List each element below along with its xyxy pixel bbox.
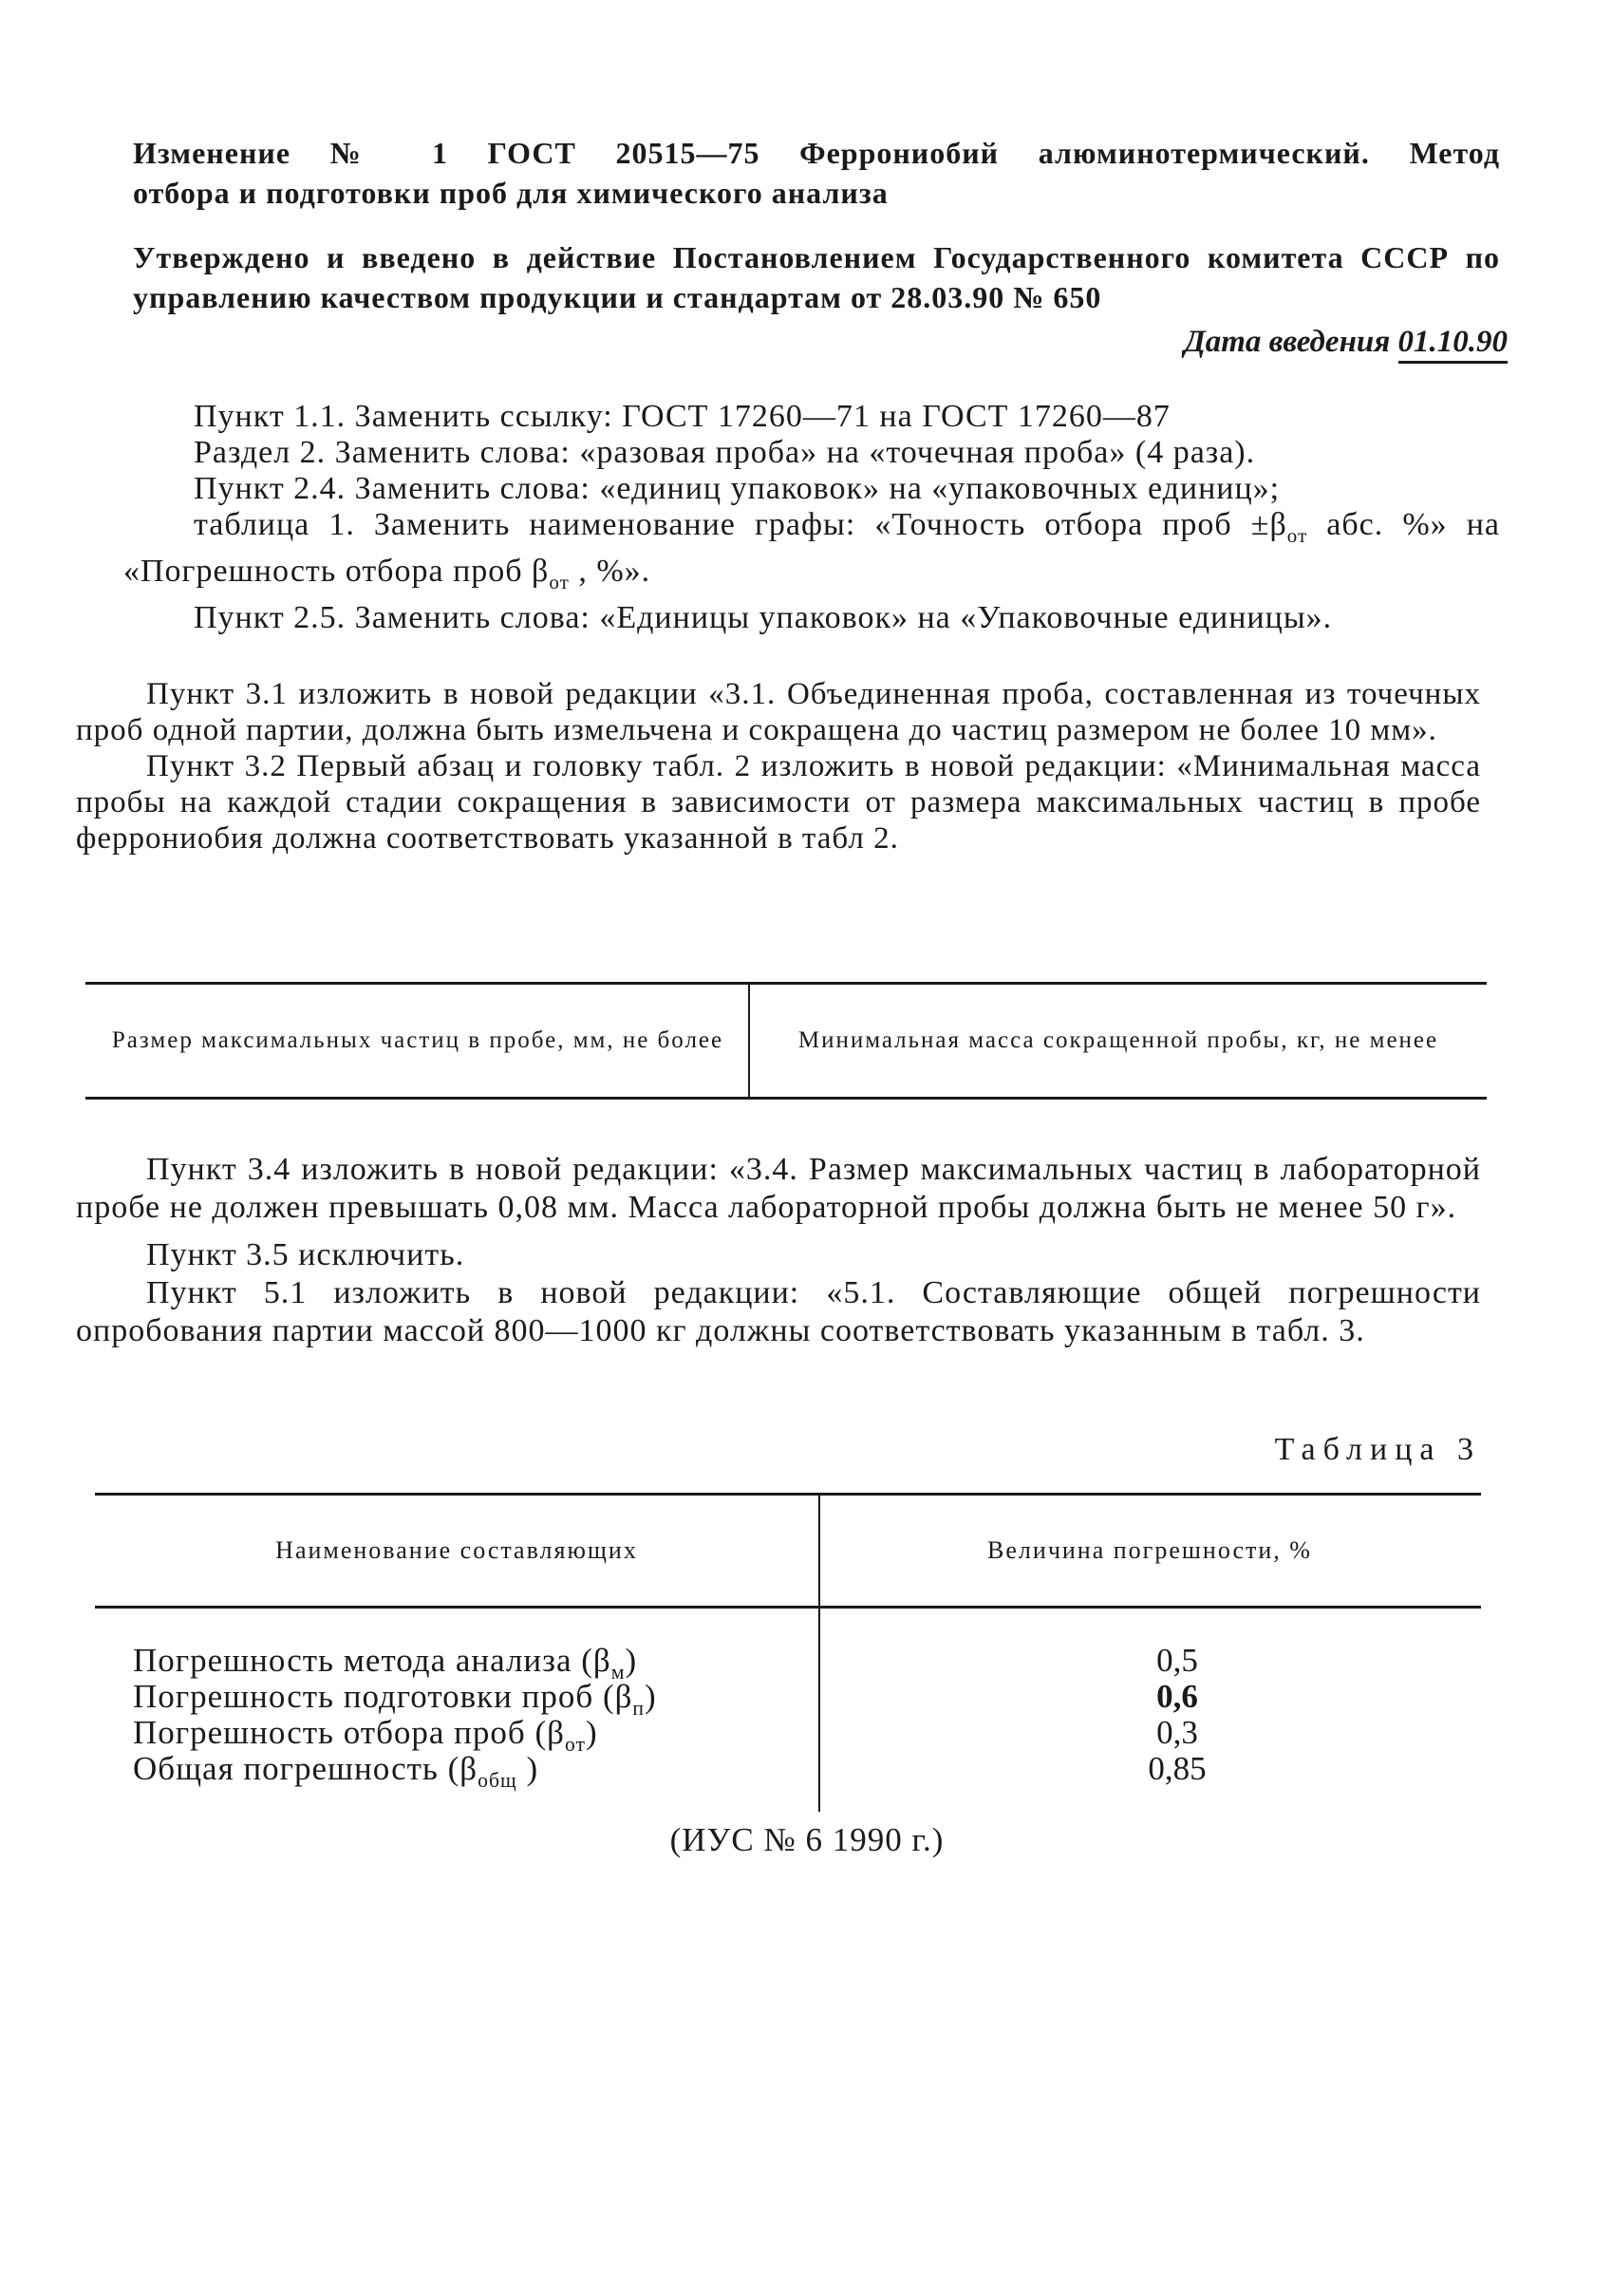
amendment-1-1: Пункт 1.1. Заменить ссылку: ГОСТ 17260—71 на ГОСТ 17260—87 — [194, 399, 1171, 434]
amendment-section-2: Раздел 2. Заменить слова: «разовая проба» на «точечная проба» (4 раза). — [194, 435, 1256, 470]
table2-col2-header: Минимальная масса сокращенной пробы, кг, не менее — [797, 1027, 1439, 1053]
row-name-sub: м — [610, 1661, 626, 1684]
row-name-sub: от — [564, 1733, 586, 1756]
table-row — [133, 1714, 1481, 1756]
table-row — [133, 1750, 1481, 1792]
row-name-text: Погрешность метода анализа (β — [133, 1642, 611, 1679]
table3-col2-header: Величина погрешности, % — [987, 1536, 1312, 1564]
header-line-1: Изменение № 1 ГОСТ 20515—75 Феррониобий алюминотермический. Метод — [133, 136, 1500, 170]
amendment-3-5: Пункт 3.5 исключить. — [146, 1237, 465, 1272]
document-header — [133, 133, 1500, 213]
table1-text-b: абс. %» на «Погрешность отбора проб β — [123, 507, 1501, 589]
row-value: 0,5 — [1156, 1642, 1198, 1679]
table1-sub-a: от — [1286, 523, 1308, 547]
table-2-header — [85, 982, 1487, 1100]
amendment-3-4: Пункт 3.4 изложить в новой редакции: «3.4. Размер максимальных частиц в лабораторной пробе не должен превышать 0,08 мм. Масса лабораторной пробы должна быть не менее 50 г». — [76, 1152, 1481, 1225]
source-reference: (ИУС № 6 1990 г.) — [669, 1821, 945, 1858]
amendments-section-1 — [123, 399, 1500, 636]
amendment-2-5: Пункт 2.5. Заменить слова: «Единицы упаковок» на «Упаковочные единицы». — [194, 599, 1333, 635]
amendment-2-4: Пункт 2.4. Заменить слова: «единиц упаковок» на «упаковочных единиц»; — [194, 471, 1281, 506]
table1-sub-b: от — [549, 570, 570, 593]
amendments-section-4 — [76, 1151, 1481, 1350]
row-name-close: ) — [645, 1678, 657, 1715]
row-name-sub: общ — [478, 1769, 517, 1792]
amendment-5-1: Пункт 5.1 изложить в новой редакции: «5.1. Составляющие общей погрешности опробования партии массой 800—1000 кг должны соответствовать указанным в табл. 3. — [76, 1275, 1481, 1348]
table-3-body — [133, 1642, 1481, 1792]
table1-text-c: , %». — [569, 553, 651, 589]
amendment-3-2: Пункт 3.2 Первый абзац и головку табл. 2 изложить в новой редакции: «Минимальная масса пробы на каждой стадии сокращения в зависимости от размера максимальных частиц в пробе феррониобия должна соответствовать указанной в табл 2. — [76, 749, 1481, 856]
row-name-sub: п — [632, 1697, 646, 1720]
row-name-text: Погрешность отбора проб (β — [133, 1714, 565, 1751]
table-row — [133, 1642, 1481, 1684]
row-value: 0,3 — [1156, 1714, 1198, 1751]
effective-date-value: 01.10.90 — [1398, 325, 1509, 364]
row-name-close: ) — [516, 1750, 539, 1787]
approval-statement: Утверждено и введено в действие Постановлением Государственного комитета СССР по управлению качеством продукции и стандартам от 28.03.90 № 650 — [133, 240, 1500, 314]
table1-text-a: таблица 1. Заменить наименование графы: «Точность отбора проб ±β — [194, 507, 1287, 542]
amendment-3-1: Пункт 3.1 изложить в новой редакции «3.1. Объединенная проба, составленная из точечных проб одной партии, должна быть измельчена и сокращена до частиц размером не более 10 мм». — [76, 677, 1481, 747]
effective-date — [133, 325, 1508, 360]
row-name — [133, 1751, 797, 1798]
header-line-2: отбора и подготовки проб для химического анализа — [133, 176, 889, 210]
row-name-close: ) — [586, 1714, 598, 1751]
table2-col1-header: Размер максимальных частиц в пробе, мм, не более — [111, 1027, 724, 1053]
effective-date-label: Дата введения — [1184, 325, 1391, 359]
row-value: 0,6 — [1156, 1678, 1198, 1715]
row-name-close: ) — [625, 1642, 638, 1679]
row-name-text: Общая погрешность (β — [133, 1750, 478, 1787]
amendment-table-1 — [123, 507, 1500, 600]
table-3-title: Таблица 3 — [1274, 1432, 1481, 1467]
table-row — [133, 1678, 1481, 1720]
amendments-section-3 — [76, 676, 1481, 856]
row-name-text: Погрешность подготовки проб (β — [133, 1678, 633, 1715]
table3-col1-header: Наименование составляющих — [275, 1536, 638, 1564]
table-3-header — [95, 1493, 1481, 1609]
row-value: 0,85 — [1148, 1750, 1207, 1787]
